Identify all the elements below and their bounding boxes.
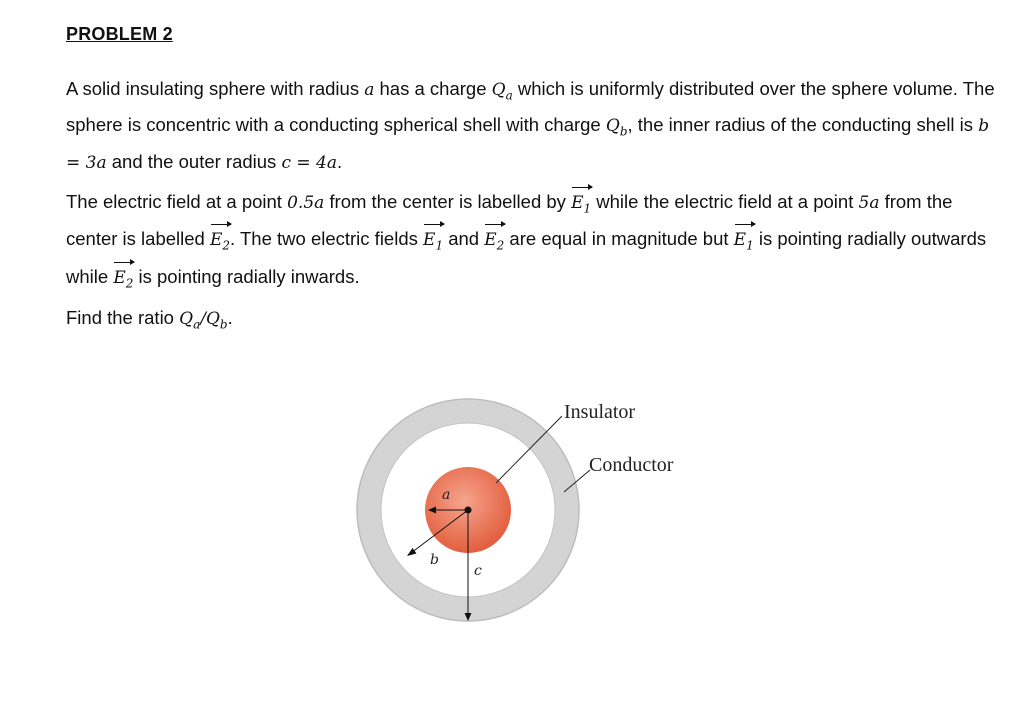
text: are equal in magnitude but (504, 228, 734, 250)
text: and the outer radius (106, 150, 282, 172)
math-Q: Q (491, 80, 506, 100)
math-Q: Q (179, 309, 194, 329)
insulator-label: Insulator (564, 401, 636, 423)
text: , the inner radius of the conducting shell is (627, 114, 979, 136)
label-b: b (430, 552, 439, 568)
text: . (227, 307, 233, 328)
problem-heading: PROBLEM 2 (66, 24, 173, 44)
subscript-1: 1 (746, 238, 754, 253)
subscript-2: 2 (125, 276, 134, 291)
text: is pointing radially outwards while (66, 228, 987, 287)
math-slash: / (200, 309, 206, 329)
text: is pointing radially inwards. (133, 265, 360, 287)
math-Qb (605, 116, 628, 139)
conductor-label: Conductor (589, 454, 674, 476)
math-Qa (491, 80, 513, 103)
text: Find the ratio (66, 307, 180, 328)
label-c: c (474, 563, 482, 579)
math-E: E (113, 267, 126, 288)
subscript-a: a (193, 317, 201, 332)
text: . (336, 150, 343, 172)
problem-description (66, 74, 1006, 178)
subscript-2: 2 (496, 238, 505, 253)
text: has a charge (374, 78, 492, 99)
math-E: E (733, 230, 747, 251)
text: from the center is labelled (66, 191, 953, 250)
math-E: E (484, 230, 497, 251)
vector-E2 (113, 261, 133, 298)
math-E: E (209, 230, 223, 251)
label-a: a (442, 487, 451, 503)
sphere-shell-diagram (340, 380, 740, 640)
text: . The two electric fields (230, 228, 424, 250)
vector-E1 (734, 223, 754, 260)
math-ratio (179, 309, 228, 332)
vector-E1 (571, 186, 591, 223)
math-E: E (571, 193, 584, 213)
text: from the center is labelled by (324, 191, 572, 212)
text: while the electric field at a point (591, 191, 859, 212)
vector-E2 (210, 223, 230, 260)
field-description (66, 186, 1006, 298)
math-half-a: 0.5a (287, 193, 325, 213)
math-a: a (364, 80, 375, 100)
question (66, 303, 1006, 339)
vector-E1 (423, 223, 443, 260)
math-E: E (423, 230, 436, 251)
math-Q: Q (605, 116, 620, 137)
text: which is uniformly distributed over the sphere volume. The sphere is concentric with a conducting spherical shell with charge (66, 78, 995, 136)
math-b-equation: b = 3a (66, 116, 990, 173)
subscript-1: 1 (583, 201, 592, 216)
math-Q: Q (205, 309, 220, 329)
vector-E2 (484, 223, 504, 260)
subscript-2: 2 (222, 238, 231, 253)
math-c-equation: c = 4a (281, 152, 337, 173)
math-five-a: 5a (858, 193, 880, 213)
subscript-b: b (219, 317, 228, 332)
subscript-1: 1 (435, 238, 444, 253)
text: and (443, 228, 485, 250)
text: The electric field at a point (66, 191, 288, 212)
text: A solid insulating sphere with radius (66, 78, 365, 99)
subscript-b: b (619, 124, 628, 139)
subscript-a: a (505, 88, 513, 103)
